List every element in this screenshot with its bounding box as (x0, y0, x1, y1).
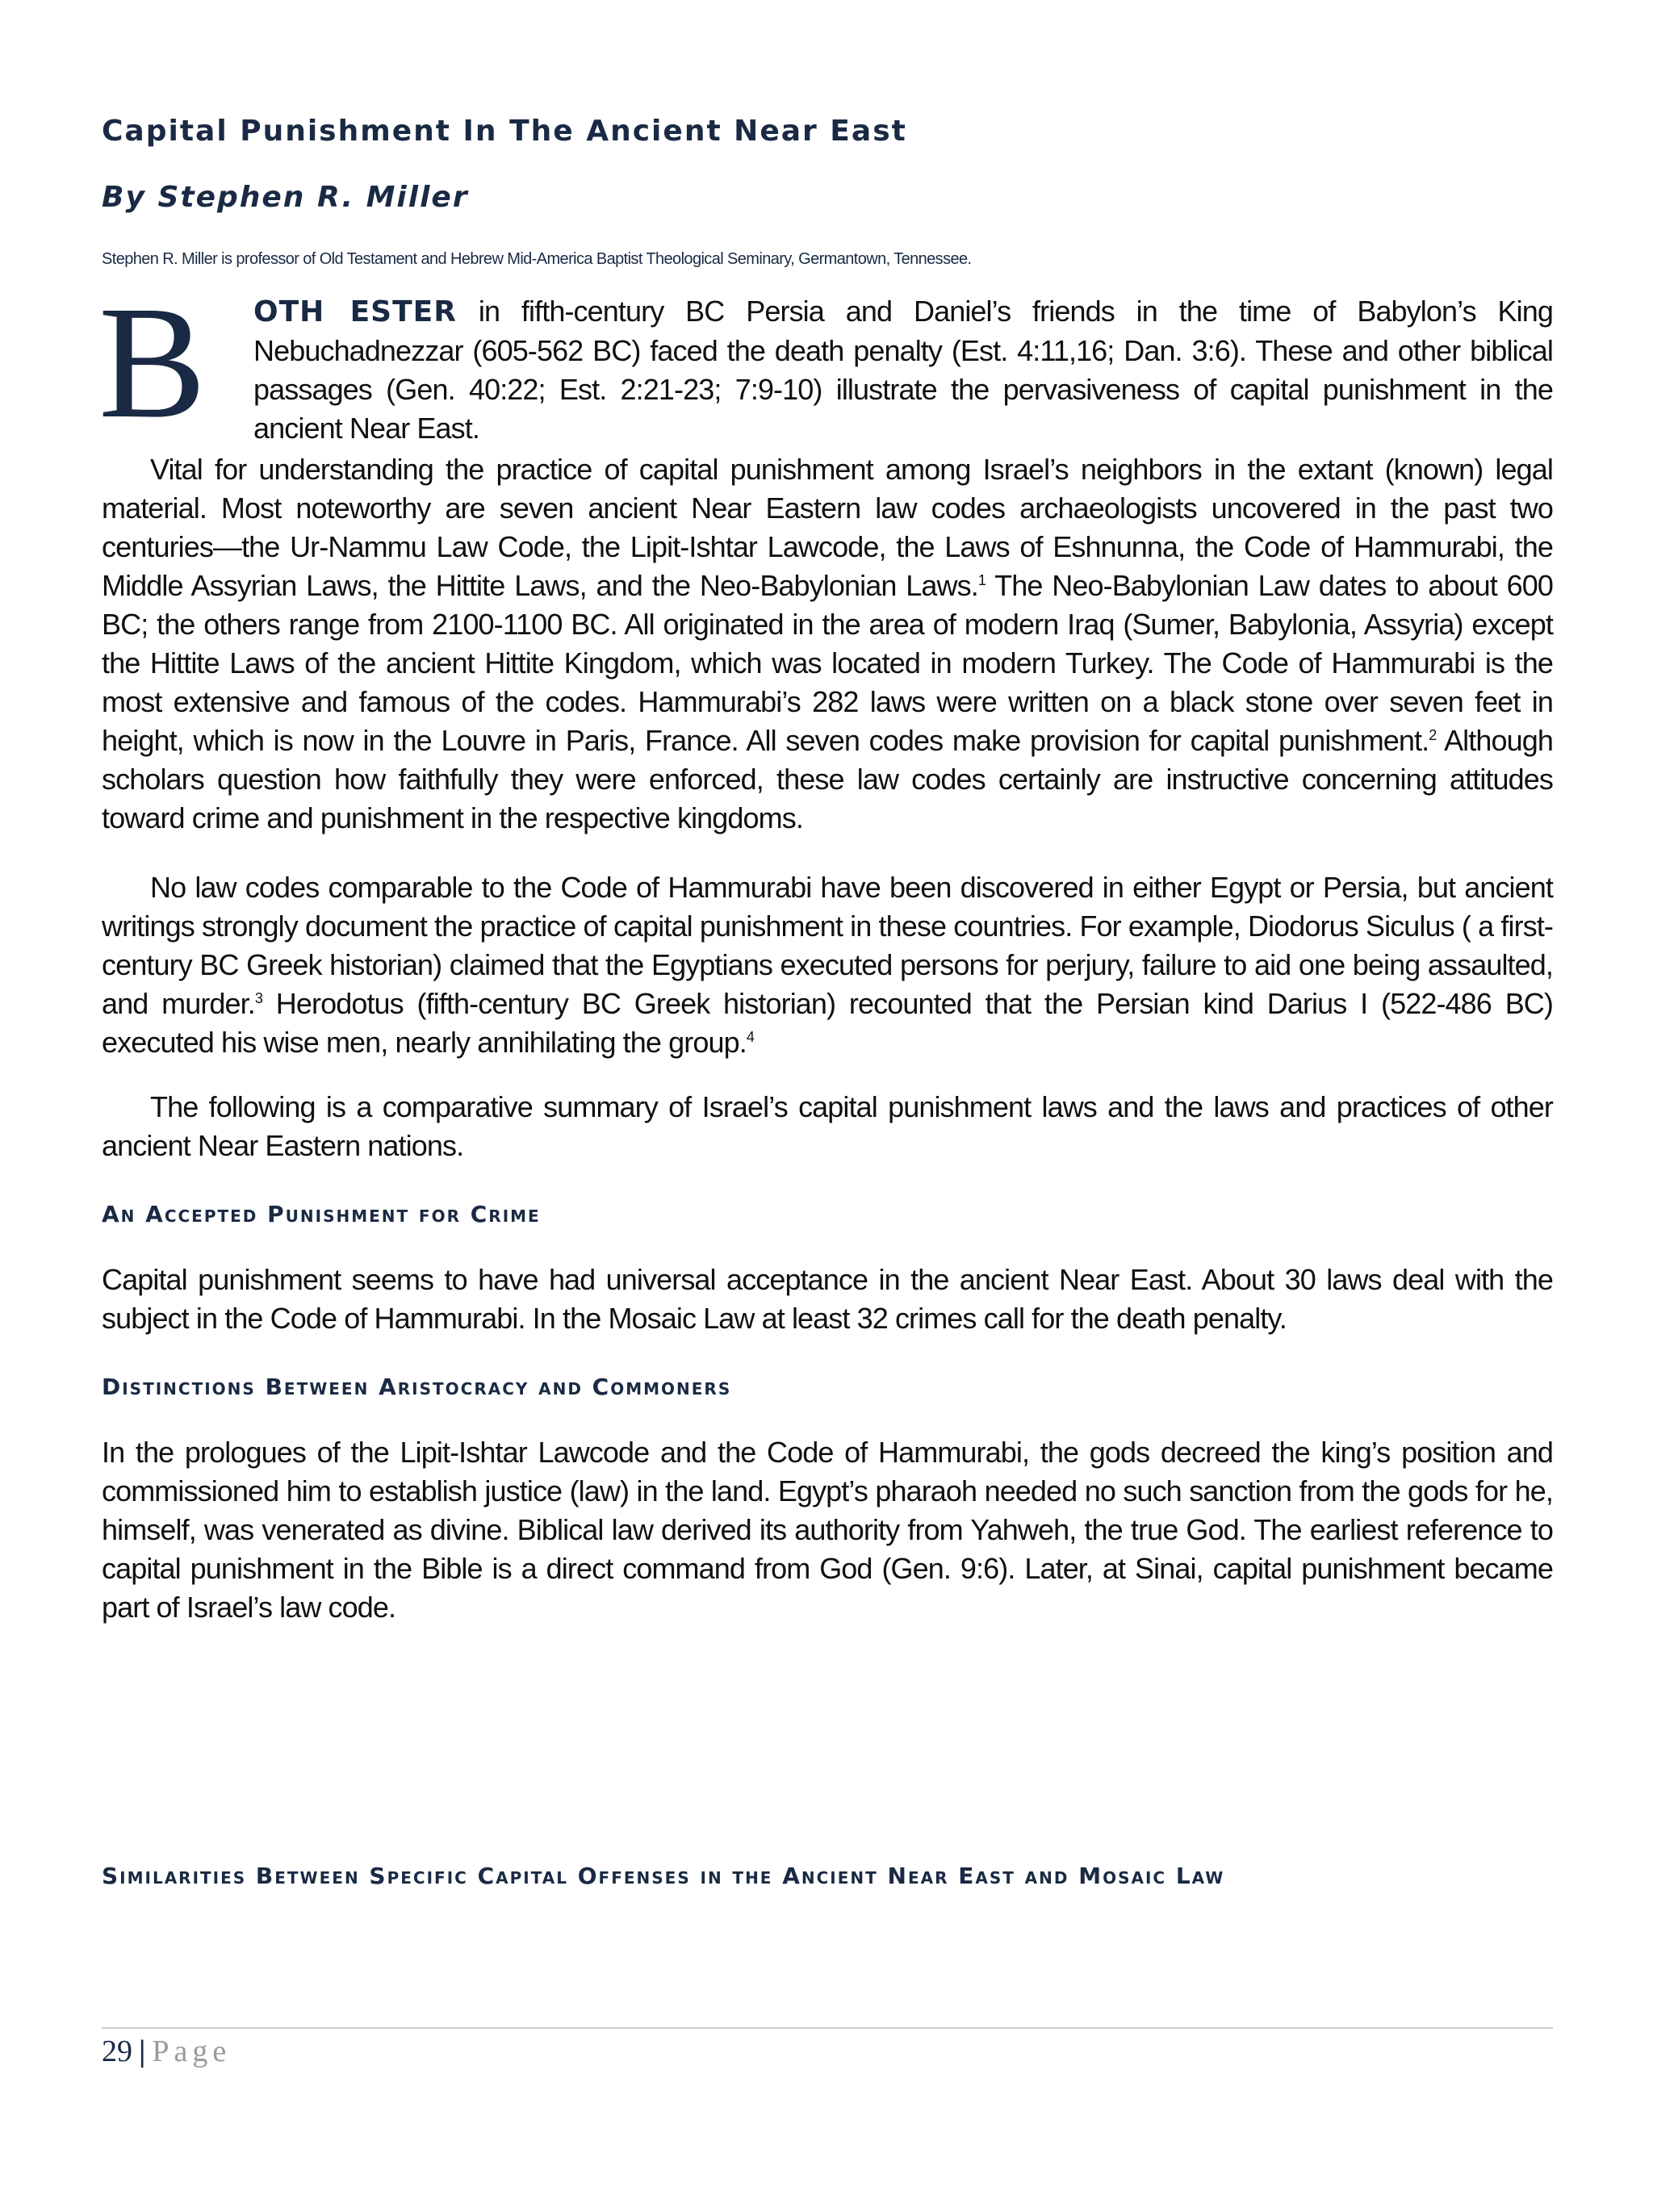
paragraph-text: The Neo-Babylonian Law dates to about 600 BC; the others range from 2100-1100 BC. All originated in the area of modern Iraq (Sumer, Babylonia, Assyria) except the Hittite Laws of the ancient Hittite Kingdom, which was located in modern Turkey. The Code of Hammurabi is the most extensive and famous of the codes. Hammurabi’s 282 laws were written on a black stone over seven feet in height, which is now in the Louvre in Paris, France. All seven codes make provision for capital punishment. (102, 569, 1553, 757)
document-page (98, 0, 1553, 2212)
page-footer (102, 2034, 231, 2069)
footnote-ref-1[interactable]: 1 (977, 572, 986, 588)
section-heading-accepted-punishment: An Accepted Punishment for Crime (102, 1201, 541, 1227)
paragraph-universal-acceptance: Capital punishment seems to have had universal acceptance in the ancient Near East. About 30 laws deal with the subject in the Code of Hammurabi. In the Mosaic Law at least 32 crimes call for the death penalty. (102, 1263, 1553, 1335)
drop-cap: B (98, 274, 207, 452)
paragraph-divine-authority: In the prologues of the Lipit-Ishtar Lawcode and the Code of Hammurabi, the gods decreed the king’s position and commissioned him to establish justice (law) in the land. Egypt’s pharaoh needed no such sanction from the gods for he, himself, was venerated as divine. Biblical law derived its authority from Yahweh, the true God. The earliest reference to capital punishment in the Bible is a direct command from God (Gen. 9:6). Later, at Sinai, capital punishment became part of Israel’s law code. (102, 1436, 1553, 1624)
paragraph-egypt-persia (102, 868, 1553, 1062)
author-bio: Stephen R. Miller is professor of Old Testament and Hebrew Mid-America Baptist Theological Seminary, Germantown, Tennessee. (102, 250, 972, 268)
intro-body: in fifth-century BC Persia and Daniel’s friends in the time of Babylon’s King Nebuchadnezzar (605-562 BC) faced the death penalty (Est. 4:11,16; Dan. 3:6). These and other biblical passages (Gen. 40:22; Est. 2:21-23; 7:9-10) illustrate the pervasiveness of capital punishment in the ancient Near East. (253, 295, 1553, 445)
paragraph-summary-intro: The following is a comparative summary of Israel’s capital punishment laws and the laws and practices of other ancient Near Eastern nations. (102, 1090, 1553, 1162)
paragraph-text: Although scholars question how faithfully they were enforced, these law codes certainly are instructive concerning attitudes toward crime and punishment in the respective kingdoms. (102, 724, 1553, 834)
footer-divider (102, 2027, 1553, 2029)
footnote-ref-2[interactable]: 2 (1429, 727, 1437, 743)
intro-text (253, 292, 1553, 448)
article-title: Capital Punishment In The Ancient Near East (102, 115, 907, 148)
paragraph-law-codes (102, 450, 1553, 838)
section-heading-similarities: Similarities Between Specific Capital Offenses in the Ancient Near East and Mosaic Law (102, 1863, 1225, 1889)
paragraph-text: No law codes comparable to the Code of Hammurabi have been discovered in either Egypt or Persia, but ancient writings strongly document the practice of capital punishment in these countries. For example, Diodorus Siculus ( a first-century BC Greek historian) claimed that the Egyptians executed persons for perjury, failure to aid one being assaulted, and murder. (102, 871, 1553, 1020)
article-byline: By Stephen R. Miller (102, 181, 469, 214)
footer-separator: | (139, 2034, 146, 2068)
page-label: Page (152, 2034, 232, 2068)
intro-paragraph (98, 274, 1553, 452)
intro-lead-caps: OTH ESTER (253, 295, 457, 328)
footnote-ref-4[interactable]: 4 (746, 1029, 754, 1045)
paragraph-text: Vital for understanding the practice of capital punishment among Israel’s neighbors in the extant (known) legal material. Most noteworthy are seven ancient Near Eastern law codes archaeologists uncovered in the past two centuries—the Ur-Nammu Law Code, the Lipit-Ishtar Lawcode, the Laws of Eshnunna, the Code of Hammurabi, the Middle Assyrian Laws, the Hittite Laws, and the Neo-Babylonian Laws. (102, 453, 1553, 602)
paragraph-text: Herodotus (fifth-century BC Greek historian) recounted that the Persian kind Darius I (522-486 BC) executed his wise men, nearly annihilating the group. (102, 987, 1553, 1059)
footnote-ref-3[interactable]: 3 (254, 990, 263, 1006)
section-heading-aristocracy-commoners: Distinctions Between Aristocracy and Commoners (102, 1374, 732, 1400)
page-number: 29 (102, 2034, 132, 2068)
